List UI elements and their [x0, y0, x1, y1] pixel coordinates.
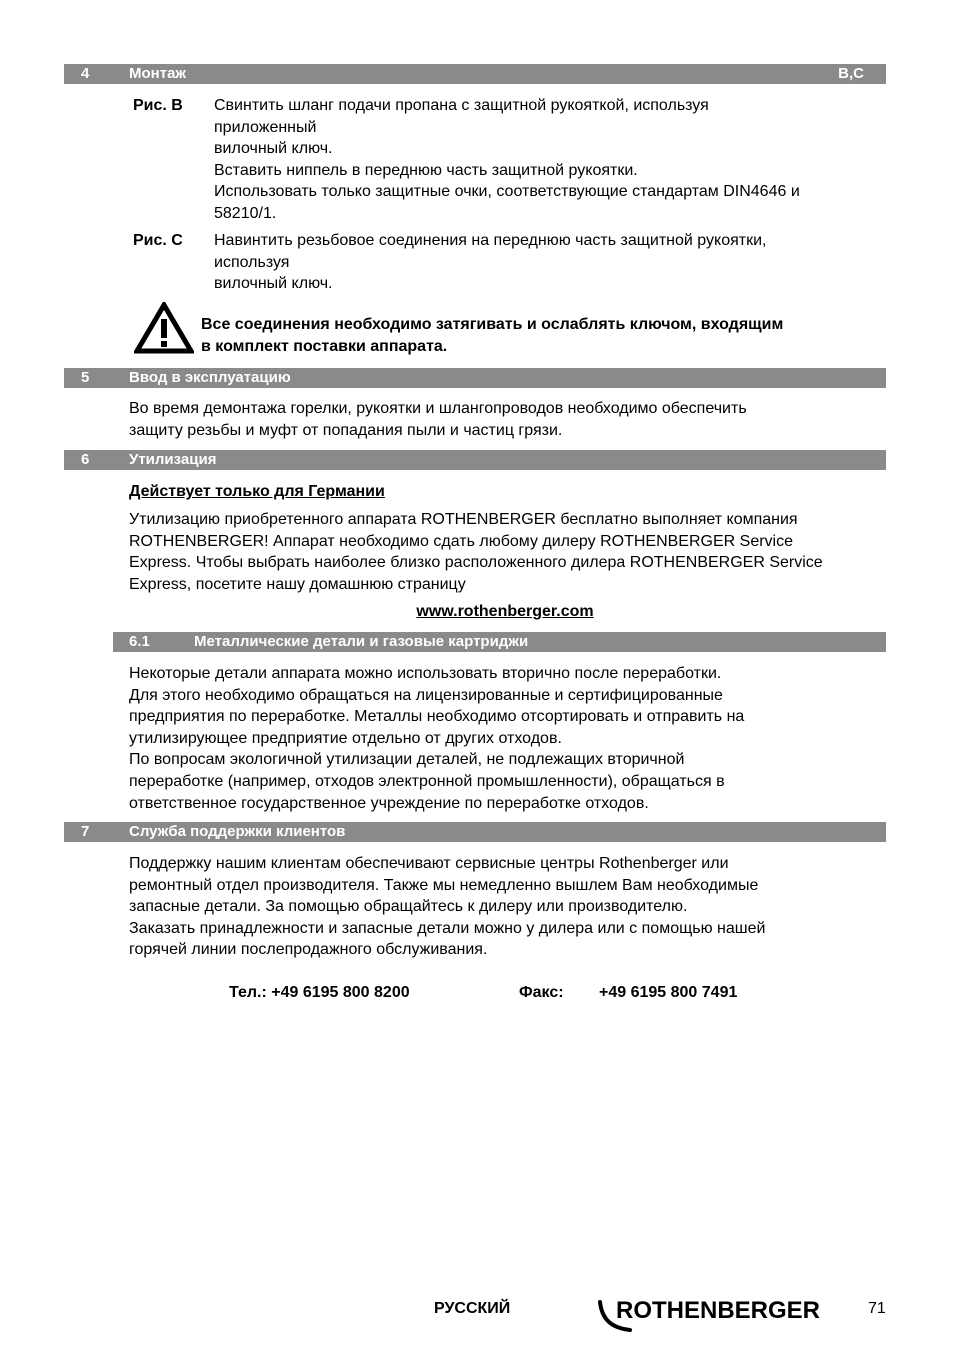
figure-refs: B,C — [838, 65, 864, 82]
commissioning-text — [129, 398, 881, 441]
text-line: Для этого необходимо обращаться на лицензированные и сертифицированные — [129, 686, 723, 704]
text-line: Во время демонтажа горелки, рукоятки и шлангопроводов необходимо обеспечить — [129, 400, 747, 417]
text-line: приложенный — [214, 118, 317, 136]
text-line: горячей линии послепродажного обслуживания. — [129, 941, 488, 959]
fax-number: +49 6195 800 7491 — [599, 984, 738, 1001]
text-line: вилочный ключ. — [214, 275, 333, 293]
section-number: 5 — [81, 369, 90, 386]
website-link[interactable]: www.rothenberger.com — [416, 603, 594, 620]
text-line: ремонтный отдел производителя. Также мы немедленно вышлем Вам необходимые — [129, 876, 759, 894]
text-line: утилизирующее предприятие отдельно от других отходов. — [129, 729, 562, 747]
text-line: защиту резьбы и муфт от попадания пыли и частиц грязи. — [129, 421, 563, 439]
text-line: переработке (например, отходов электронной промышленности), обращаться в — [129, 772, 725, 790]
warning-text — [201, 314, 881, 357]
section-title: Служба поддержки клиентов — [129, 823, 346, 840]
page-number: 71 — [868, 1300, 886, 1317]
text-line: Все соединения необходимо затягивать и ослаблять ключом, входящим — [201, 316, 784, 333]
text-line: вилочный ключ. — [214, 140, 333, 158]
fax-label: Факс: — [519, 984, 564, 1001]
warning-icon — [134, 302, 194, 354]
text-line: ответственное государственное учреждение по переработке отходов. — [129, 794, 649, 812]
section-title: Металлические детали и газовые картриджи — [194, 633, 529, 650]
text-line: 58210/1. — [214, 204, 277, 222]
text-line: Express. Чтобы выбрать наиболее близко расположенного дилера ROTHENBERGER Service — [129, 554, 823, 572]
text-line: Вставить ниппель в переднюю часть защитной рукоятки. — [214, 161, 638, 179]
text-line: Express, посетите нашу домашнюю страницу — [129, 575, 466, 593]
section-4-header — [64, 64, 886, 84]
text-line: Навинтить резьбовое соединения на переднюю часть защитной рукоятки, — [214, 232, 767, 249]
section-number: 7 — [81, 823, 90, 840]
section-title: Ввод в эксплуатацию — [129, 369, 291, 386]
text-line: предприятия по переработке. Металлы необходимо отсортировать и отправить на — [129, 708, 745, 726]
disposal-heading: Действует только для Германии — [129, 483, 385, 500]
text-line: ROTHENBERGER! Аппарат необходимо сдать любому дилеру ROTHENBERGER Service — [129, 532, 793, 550]
text-line: Поддержку нашим клиентам обеспечивают сервисные центры Rothenberger или — [129, 855, 729, 872]
text-line: Некоторые детали аппарата можно использовать вторично после переработки. — [129, 665, 722, 682]
text-line: в комплект поставки аппарата. — [201, 337, 448, 355]
text-line: Заказать принадлежности и запасные детали можно у дилера или с помощью нашей — [129, 919, 766, 937]
fig-b-label: Рис. B — [133, 97, 183, 114]
section-6-1-header — [113, 632, 886, 652]
fig-c-text — [214, 230, 886, 295]
metal-text — [129, 663, 881, 814]
section-number: 6.1 — [129, 633, 150, 650]
text-line: Утилизацию приобретенного аппарата ROTHENBERGER бесплатно выполняет компания — [129, 511, 798, 528]
section-6-header — [64, 450, 886, 470]
section-number: 6 — [81, 451, 90, 468]
disposal-text — [129, 509, 881, 595]
logo-wordmark: ROTHENBERGER — [616, 1297, 821, 1324]
fig-c-label: Рис. C — [133, 232, 183, 249]
section-7-header — [64, 822, 886, 842]
footer-language: РУССКИЙ — [434, 1300, 511, 1317]
text-line: Свинтить шланг подачи пропана с защитной рукояткой, используя — [214, 97, 709, 114]
section-5-header — [64, 368, 886, 388]
text-line: запасные детали. За помощью обращайтесь к дилеру или производителю. — [129, 898, 688, 916]
fig-b-text — [214, 95, 886, 225]
text-line: используя — [214, 253, 290, 271]
text-line: Использовать только защитные очки, соответствующие стандартам DIN4646 и — [214, 183, 800, 201]
section-title: Утилизация — [129, 451, 217, 468]
section-title: Монтаж — [129, 65, 187, 82]
section-number: 4 — [81, 65, 90, 82]
rothenberger-logo — [596, 1294, 836, 1334]
phone-number: Тел.: +49 6195 800 8200 — [229, 984, 410, 1001]
text-line: По вопросам экологичной утилизации деталей, не подлежащих вторичной — [129, 751, 685, 769]
service-text — [129, 853, 881, 961]
